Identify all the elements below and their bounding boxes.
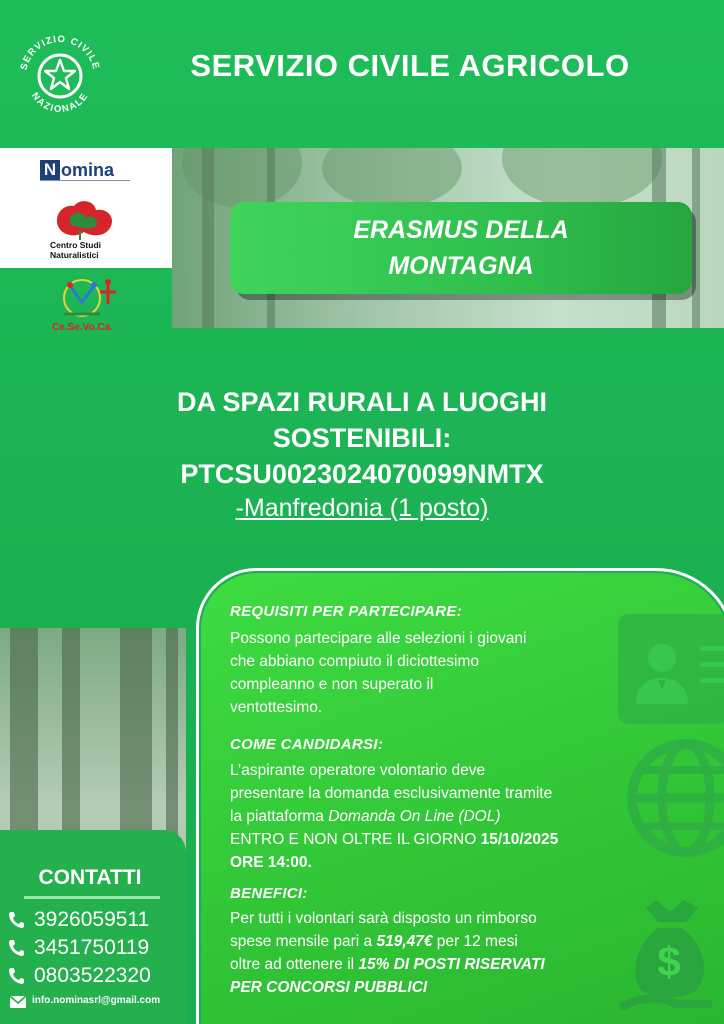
benefits-line-2-pre: spese mensile pari a <box>230 933 377 950</box>
apply-title: COME CANDIDARSI: <box>230 736 384 753</box>
seal-top-text: SERVIZIO CIVILE <box>18 33 102 72</box>
cesevoca-emblem-icon <box>50 276 140 322</box>
dol-platform-name: Domanda On Line (DOL) <box>328 808 501 825</box>
project-heading <box>40 384 684 492</box>
nomina-logo-underline <box>40 180 130 183</box>
nomina-logo <box>40 160 130 182</box>
benefits-title: BENEFICI: <box>230 885 308 902</box>
phone-icon <box>8 939 24 957</box>
svg-text:NAZIONALE <box>29 91 91 116</box>
benefits-line-1: Per tutti i volontari sarà disposto un rimborso <box>230 910 537 927</box>
contacts-divider <box>24 896 160 899</box>
requirements-title: REQUISITI PER PARTECIPARE: <box>230 603 462 620</box>
apply-line-2: presentare la domanda esclusivamente tramite <box>230 785 553 802</box>
svg-text:$: $ <box>657 938 681 985</box>
globe-icon <box>624 738 724 860</box>
cesevoca-text: Ce.Se.Vo.Ca. <box>52 322 113 333</box>
benefits-line-2-post: per 12 mesi <box>432 933 518 950</box>
apply-line-3 <box>230 805 620 828</box>
apply-line-3-text: la piattaforma <box>230 808 329 825</box>
centro-studi-emblem-icon <box>50 196 120 242</box>
apply-line-4 <box>230 828 620 851</box>
centro-studi-naturalistici-logo <box>50 196 120 261</box>
nomina-logo-initial: N <box>40 160 60 180</box>
apply-line-1: L’aspirante operatore volontario deve <box>230 762 486 779</box>
benefits-body <box>230 907 620 999</box>
project-line1: DA SPAZI RURALI A LUOGHI <box>177 387 547 417</box>
csn-text-line2: Naturalistici <box>50 250 99 260</box>
star-seal-icon <box>14 30 106 122</box>
requirements-line-4: ventottesimo. <box>230 699 323 716</box>
erasmus-line2: MONTAGNA <box>388 252 534 280</box>
deadline-time: ORE 14:00. <box>230 854 312 871</box>
phone-number-2: 3451750119 <box>34 936 150 959</box>
benefits-line-4 <box>230 976 620 999</box>
phone-contact-1[interactable] <box>8 908 186 932</box>
main-title: SERVIZIO CIVILE AGRICOLO <box>190 48 630 83</box>
reserved-posts: 15% DI POSTI RISERVATI <box>358 956 545 973</box>
requirements-line-1: Possono partecipare alle selezioni i giovani <box>230 630 527 647</box>
erasmus-line1: ERASMUS DELLA <box>353 216 569 244</box>
project-line2: SOSTENIBILI: <box>272 423 452 453</box>
benefits-line-3 <box>230 953 620 976</box>
requirements-line-2: che abbiano compiuto il diciottesimo <box>230 653 479 670</box>
phone-number-3: 0803522320 <box>34 964 151 987</box>
benefits-line-3-pre: oltre ad ottenere il <box>230 956 359 973</box>
servizio-civile-seal <box>14 30 106 122</box>
cesevoca-logo <box>50 276 142 350</box>
money-bag-icon <box>620 888 724 1018</box>
id-card-icon <box>614 606 724 726</box>
project-location: -Manfredonia (1 posto) <box>235 494 489 522</box>
nomina-logo-text: omina <box>61 160 115 180</box>
deadline-date: 15/10/2025 <box>480 831 559 848</box>
contacts-title: CONTATTI <box>38 866 142 889</box>
svg-text:SERVIZIO CIVILE <box>19 34 102 71</box>
phone-icon <box>8 911 24 929</box>
public-competitions: PER CONCORSI PUBBLICI <box>230 979 428 996</box>
mail-icon <box>10 996 26 1008</box>
requirements-body <box>230 627 620 719</box>
phone-number-1: 3926059511 <box>34 908 150 931</box>
email-address: info.nominasrl@gmail.com <box>32 995 161 1006</box>
apply-body <box>230 759 620 874</box>
project-code: PTCSU0023024070099NMTX <box>180 459 544 489</box>
deadline-label: ENTRO E NON OLTRE IL GIORNO <box>230 831 481 848</box>
apply-line-5 <box>230 851 620 874</box>
phone-contact-2[interactable] <box>8 936 186 960</box>
phone-contact-3[interactable] <box>8 964 186 988</box>
erasmus-box <box>230 202 692 294</box>
refund-amount: 519,47€ <box>376 933 433 950</box>
requirements-line-3: compleanno e non superato il <box>230 676 434 693</box>
email-contact[interactable] <box>10 994 186 1010</box>
phone-icon <box>8 967 24 985</box>
seal-bottom-text: NAZIONALE <box>29 90 91 116</box>
csn-text-line1: Centro Studi <box>50 240 101 250</box>
benefits-line-2 <box>230 930 620 953</box>
